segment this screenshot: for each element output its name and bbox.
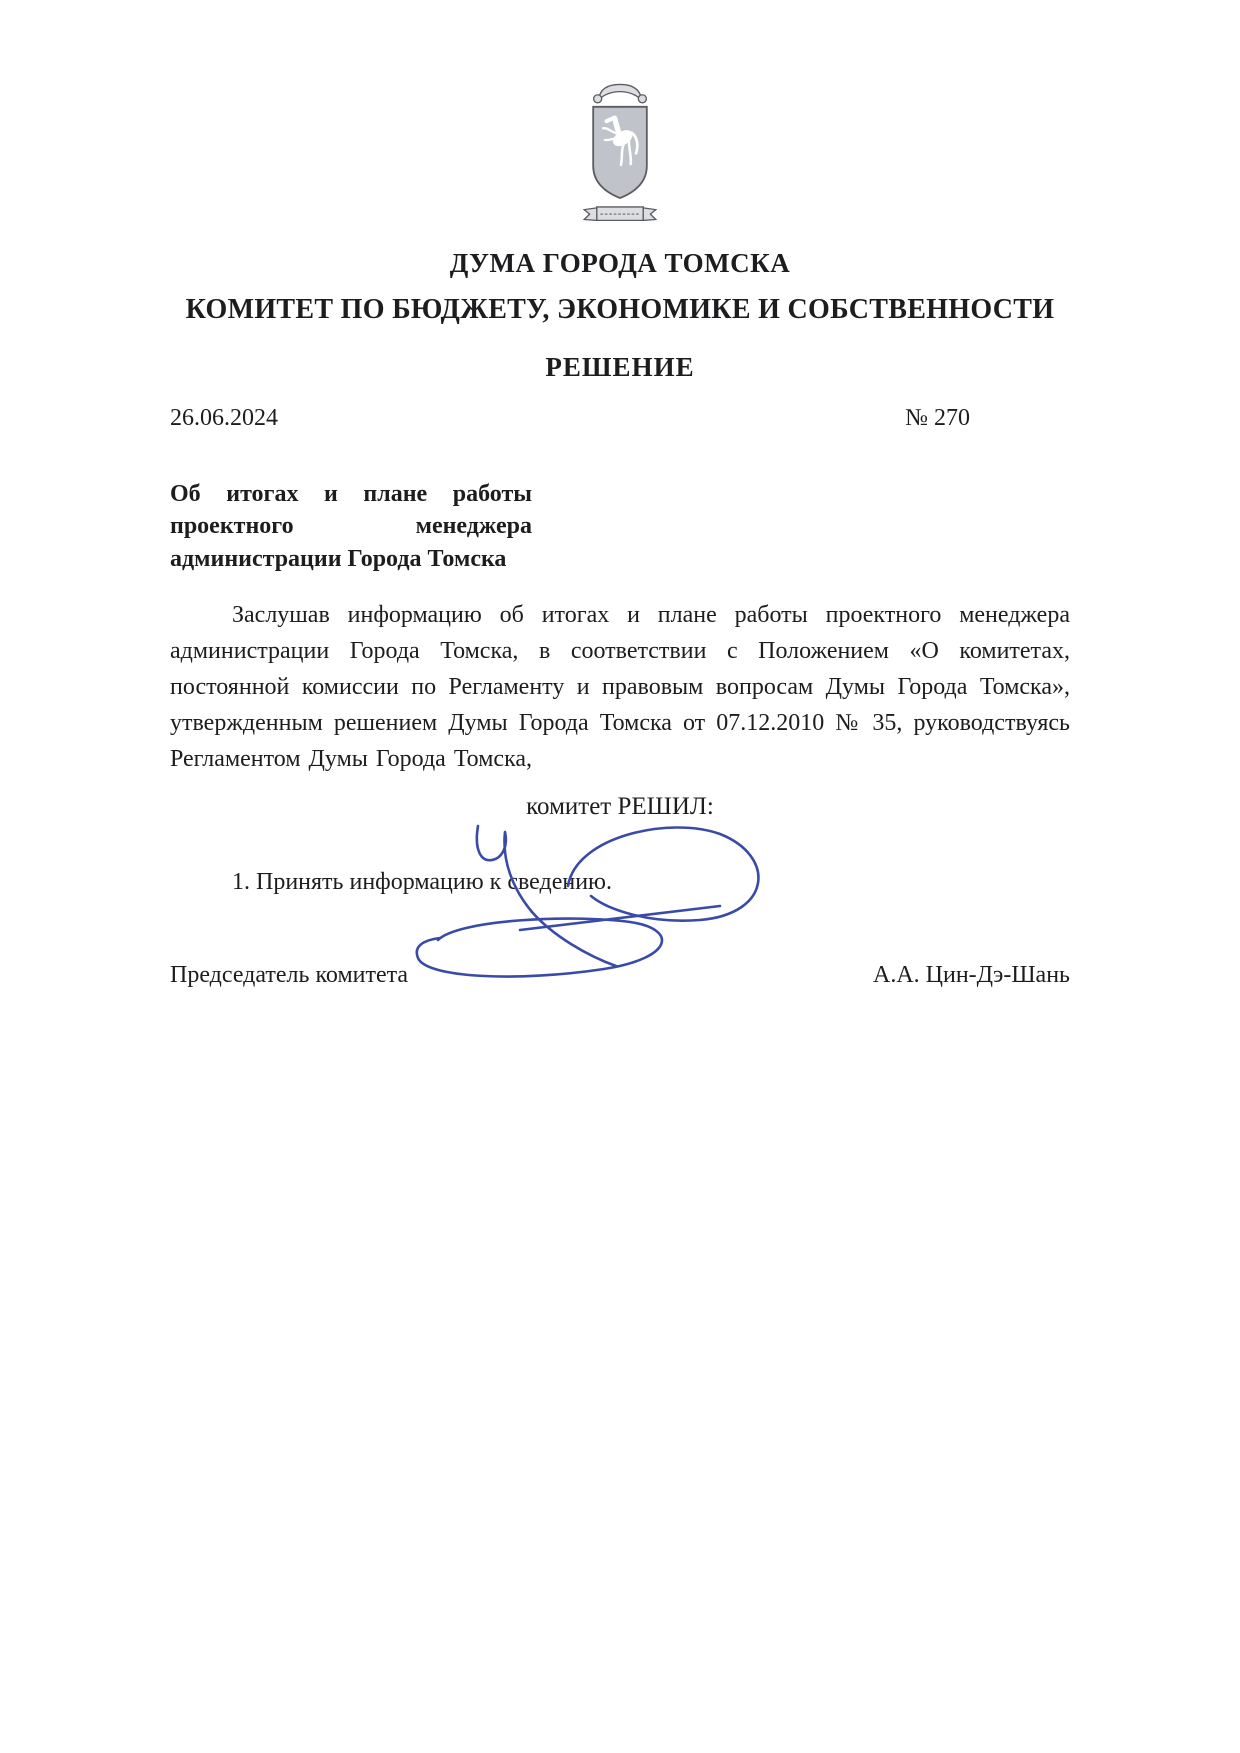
org-name-line1: ДУМА ГОРОДА ТОМСКА bbox=[449, 248, 791, 278]
org-name-line2: КОМИТЕТ ПО БЮДЖЕТУ, ЭКОНОМИКЕ И СОБСТВЕННОСТИ bbox=[185, 294, 1055, 325]
document-date: 26.06.2024 bbox=[170, 405, 278, 431]
resolution-intro: комитет РЕШИЛ: bbox=[526, 793, 714, 821]
signatory-name: А.А. Цин-Дэ-Шань bbox=[873, 962, 1070, 989]
emblem-crown bbox=[594, 84, 647, 102]
document-type-heading: РЕШЕНИЕ bbox=[545, 352, 695, 382]
body-paragraph: Заслушав информацию об итогах и плане работы проектного менеджера администрации Города Томска, в соответствии с Положением «О комитетах, постоянной комиссии по Регламенту и правовым вопросам Думы Города Томска», утвержденным решением Думы Города Томска от 07.12.2010 № 35, руководствуясь Регламентом Думы Города Томска, bbox=[170, 602, 1070, 773]
document-number: № 270 bbox=[905, 405, 970, 431]
tomsk-coat-of-arms-icon bbox=[566, 80, 674, 232]
signature-row bbox=[170, 962, 1070, 989]
meta-row bbox=[170, 405, 1070, 432]
resolution-item-1: 1. Принять информацию к сведению. bbox=[232, 869, 612, 896]
emblem-container bbox=[0, 0, 1240, 232]
emblem-ribbon bbox=[584, 207, 656, 220]
signature-title: Председатель комитета bbox=[170, 962, 409, 989]
document-subject: Об итогах и плане работы проектного менеджера администрации Города Томска bbox=[170, 481, 532, 572]
emblem-shield bbox=[593, 107, 647, 198]
